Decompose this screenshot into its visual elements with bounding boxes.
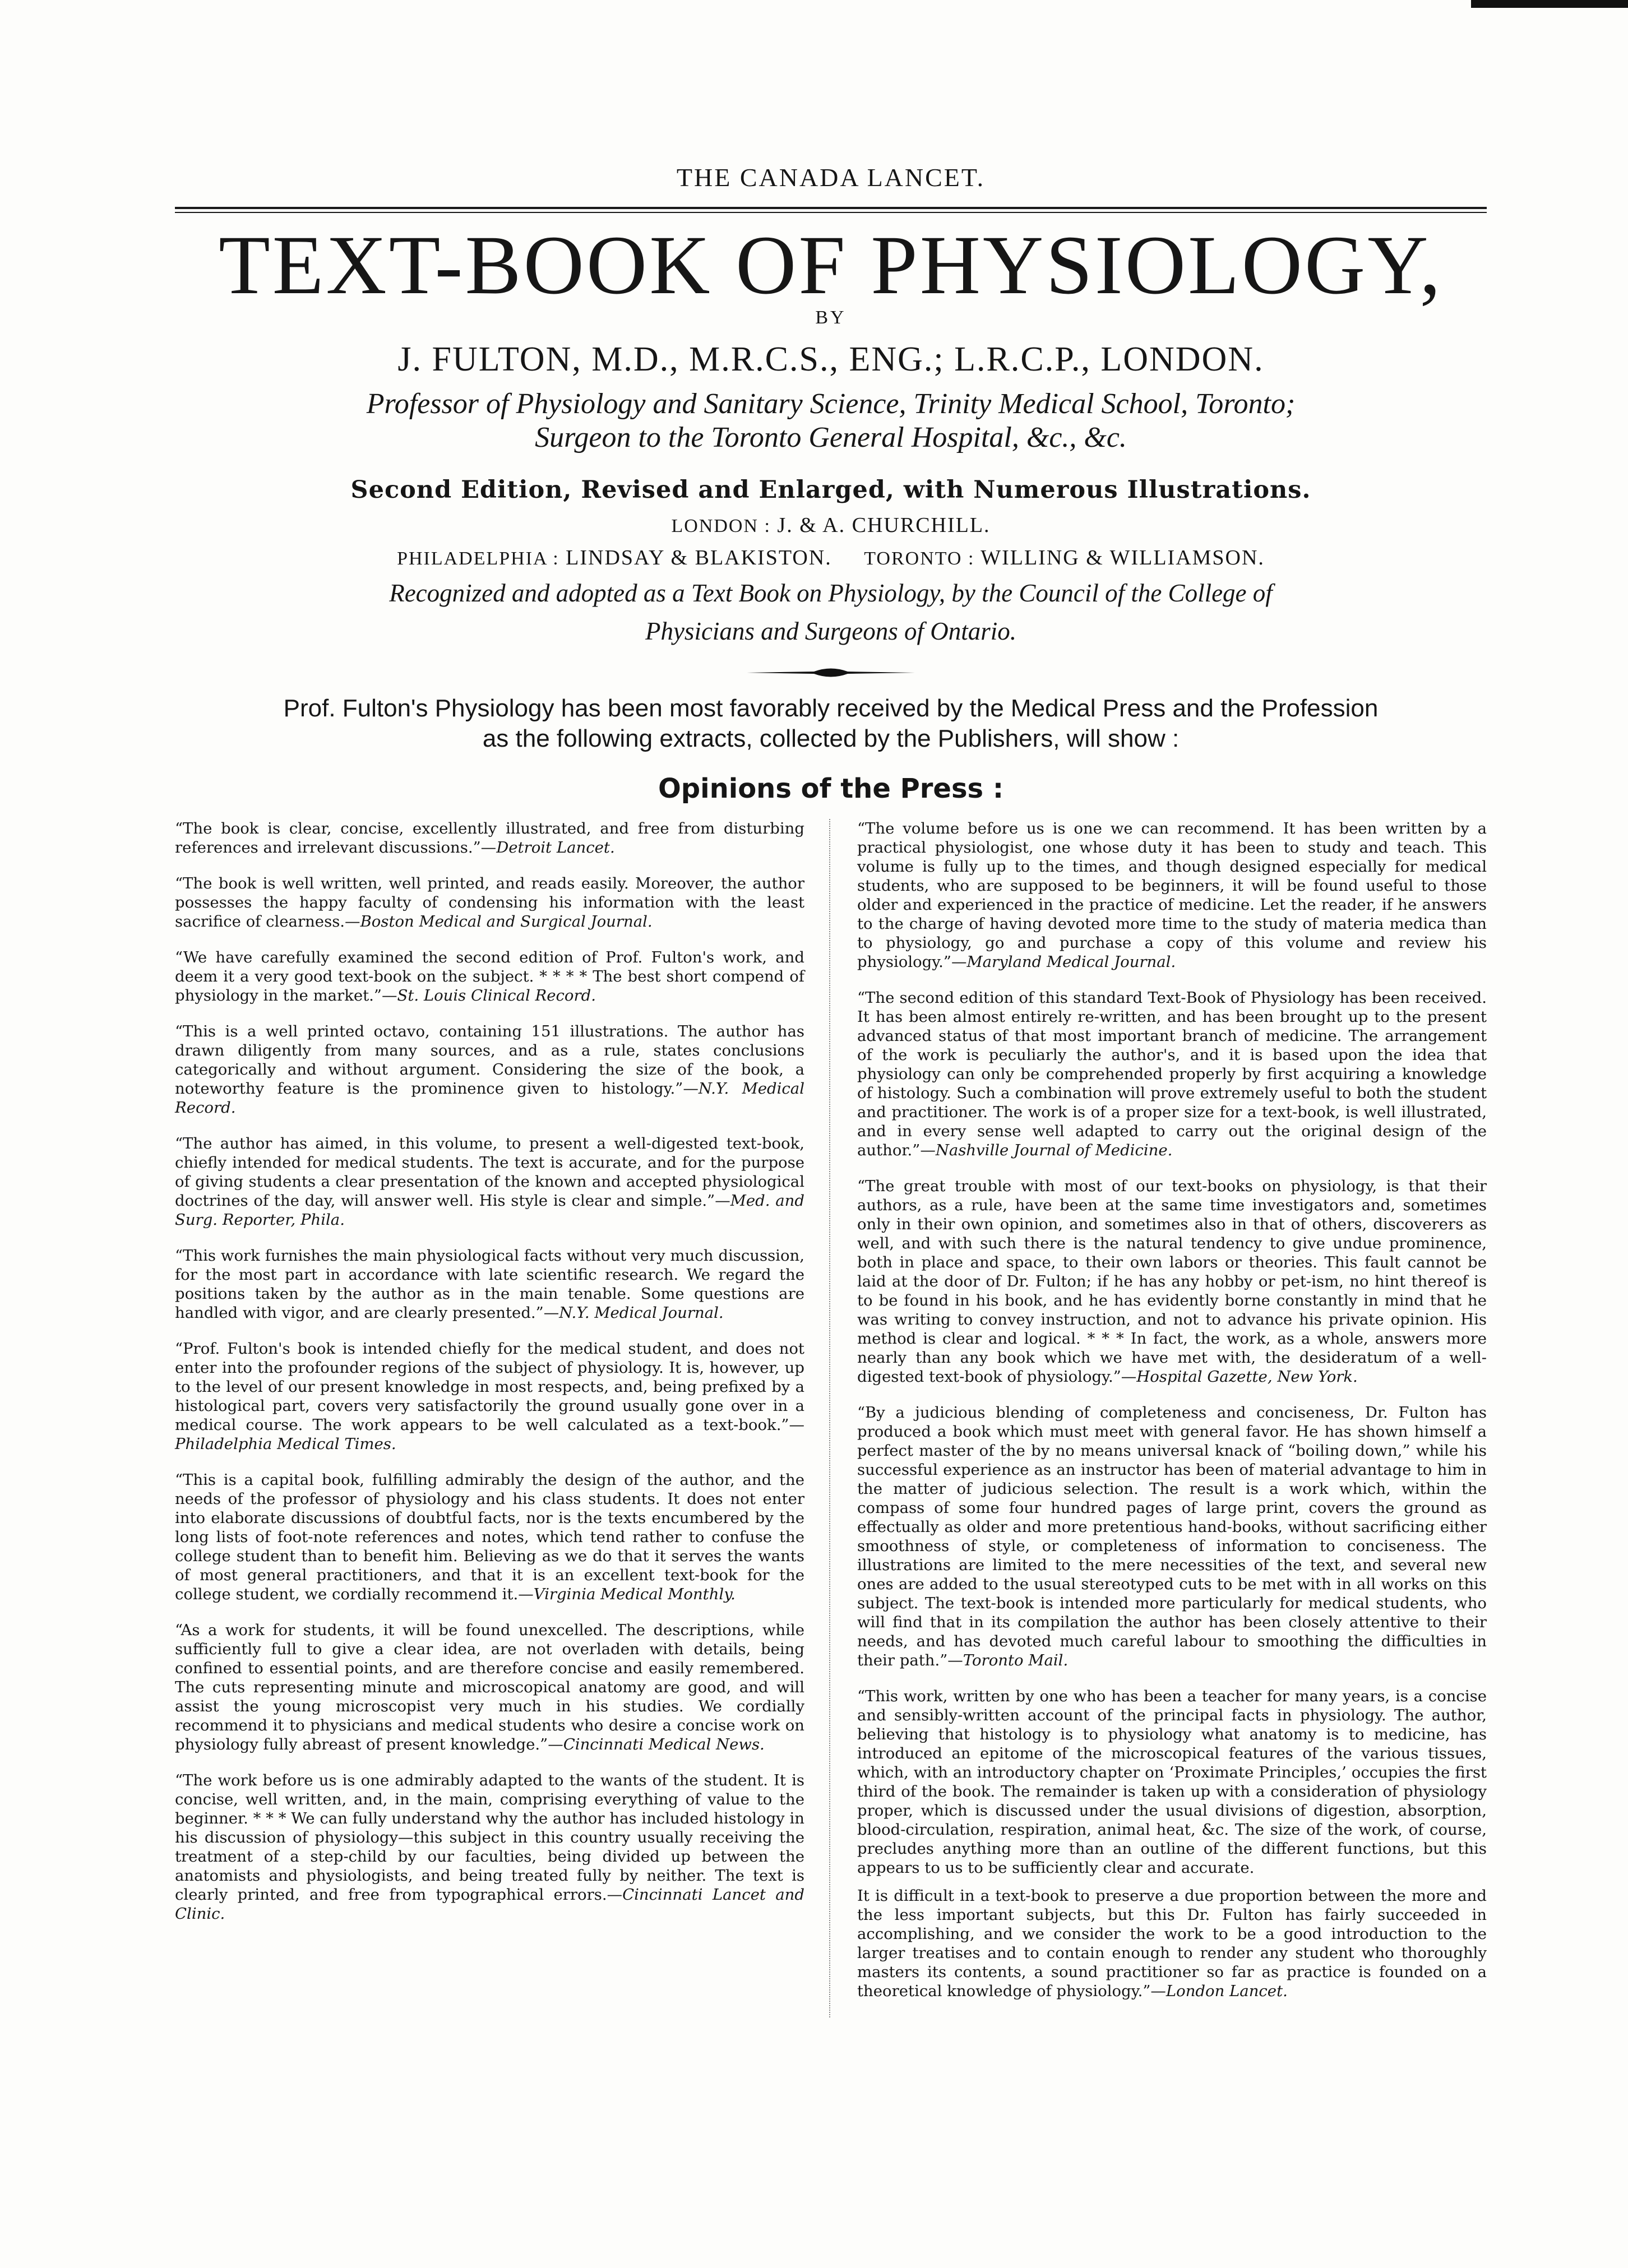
press-quote — [857, 1687, 1487, 1877]
quote-source: Detroit Lancet. — [496, 839, 615, 857]
press-quote — [175, 1134, 804, 1229]
publisher-toronto-name: WILLING & WILLIAMSON. — [980, 546, 1265, 570]
press-quote — [857, 988, 1487, 1160]
quote-text: “The work before us is one admirably adapted to the wants of the student. It is concise, well written, and, in the main, comprising everything of value to the beginner. * * * We can fully understand why the author has included histology in his discussion of physiology—this subject in this country usually receiving the treatment of a step-child by our faculties, being divided up between the anatomists and physiologists, and being treated fully by neither. The text is clearly printed, and free from typographical errors.— — [175, 1771, 804, 1904]
recognition-line: Recognized and adopted as a Text Book on Physiology, by the Council of the College of — [389, 579, 1273, 607]
intro-line-1: Prof. Fulton's Physiology has been most favorably received by the Medical Press and the Profession — [283, 695, 1379, 722]
quote-source: Med. and Surg. Reporter, Phila. — [175, 1192, 804, 1229]
header-double-rule — [175, 207, 1487, 213]
publisher-london — [175, 513, 1487, 538]
press-quote — [175, 948, 804, 1005]
publisher-toronto-label: TORONTO : — [864, 548, 975, 569]
press-quote — [857, 819, 1487, 971]
page — [175, 163, 1487, 2017]
quote-source: Nashville Journal of Medicine. — [935, 1141, 1173, 1159]
quote-source: London Lancet. — [1166, 1982, 1288, 2000]
press-quote — [857, 1177, 1487, 1386]
edition-line: Second Edition, Revised and Enlarged, with Numerous Illustrations. — [350, 476, 1311, 504]
quote-text: “The second edition of this standard Text-Book of Physiology has been received. It has been almost entirely re-written, and has been brought up to the present advanced status of that most important branch of medicine. The arrangement of the work is peculiarly the author's, and it is based upon the idea that physiology can only be comprehended properly by first acquiring a knowledge of histology. Such a combination will prove extremely useful to both the student and practitioner. The work is of a proper size for a text-book, is well illustrated, and in every sense well adapted to carry out the original design of the author.”— — [857, 989, 1487, 1159]
press-quote — [175, 1022, 804, 1117]
quote-source: Virginia Medical Monthly. — [533, 1585, 736, 1603]
quote-text: “We have carefully examined the second edition of Prof. Fulton's work, and deem it a very good text-book on the subject. * * * * The best short compend of physiology in the market.”— — [175, 948, 804, 1005]
recognition-line-2: Physicians and Surgeons of Ontario. — [645, 617, 1017, 645]
press-columns — [175, 819, 1487, 2017]
quote-text: “The great trouble with most of our text-books on physiology, is that their authors, as a rule, have been at the same time investigators and, sometimes only in their own opinion, and sometimes also in that of others, discoverers as well, and with such there is the natural tendency to give undue prominence, both in place and space, to their own labors or theories. This fault cannot be laid at the door of Dr. Fulton; if he has any hobby or pet-ism, no hint thereof is to be found in his book, and he has evidently borne constantly in mind that he was writing to convey instruction, and not to advance his private opinion. His method is clear and logical. * * * In fact, the work, as a whole, answers more nearly than any book which we have met with, the desideratum of a well-digested text-book of physiology.”— — [857, 1177, 1487, 1386]
publisher-america — [175, 545, 1487, 570]
book-title: TEXT-BOOK OF PHYSIOLOGY, — [219, 219, 1443, 312]
press-quote — [857, 1886, 1487, 2001]
column-divider — [829, 819, 830, 2017]
right-column — [857, 819, 1487, 2017]
ornament-rule — [747, 665, 915, 680]
publisher-london-name: J. & A. CHURCHILL. — [777, 513, 991, 537]
intro-paragraph — [175, 693, 1487, 754]
publisher-london-label: LONDON : — [671, 516, 771, 536]
publisher-phila-label: PHILADELPHIA : — [397, 548, 559, 569]
quote-text: “The book is clear, concise, excellently illustrated, and free from disturbing references and irrelevant discussions.”— — [175, 820, 804, 857]
quote-text: “This work furnishes the main physiological facts without very much discussion, for the most part in accordance with late scientific research. We regard the positions taken by the author as in the main tenable. Some questions are handled with vigor, and are clearly presented.”— — [175, 1247, 804, 1322]
quote-source: Philadelphia Medical Times. — [175, 1435, 396, 1453]
corner-rule — [1471, 0, 1628, 8]
press-quote — [175, 1339, 804, 1454]
quote-source: Cincinnati Medical News. — [563, 1735, 765, 1753]
quote-text: “The volume before us is one we can recommend. It has been written by a practical physiologist, one whose duty it has been to study and teach. This volume is fully up to the times, and though designed especially for medical students, who are supposed to be beginners, it will be found useful to those older and experienced in the practice of medicine. Let the reader, if he answers to the charge of having devoted more time to the study of materia medica than to physiology, go and purchase a copy of this volume and review his physiology.”— — [857, 820, 1487, 971]
quote-source: Cincinnati Lancet and Clinic. — [175, 1886, 804, 1923]
press-heading: Opinions of the Press : — [658, 773, 1004, 804]
quote-text: It is difficult in a text-book to preserve a due proportion between the more and the less important subjects, but this Dr. Fulton has fairly succeeded in accomplishing, and we consider the work to be a good introduction to the larger treatises and to contain enough to render any student who thoroughly masters its contents, a sound practitioner so far as practice is founded on a theoretical knowledge of physiology.”— — [857, 1887, 1487, 2000]
quote-source: Hospital Gazette, New York. — [1136, 1368, 1358, 1386]
press-quote — [175, 819, 804, 857]
press-quote — [175, 1470, 804, 1604]
quote-source: Boston Medical and Surgical Journal. — [360, 913, 653, 931]
quote-source: N.Y. Medical Record. — [175, 1080, 804, 1117]
quote-text: “This is a capital book, fulfilling admirably the design of the author, and the needs of the professor of physiology and his class students. It does not enter into elaborate discussions of doubtful facts, nor is the texts encumbered by the long lists of foot-note references and notes, which tend rather to confuse the college student than to benefit him. Believing as we do that it serves the wants of most general practitioners, and that it is an excellent text-book for the college student, we cordially recommend it.— — [175, 1471, 804, 1603]
quote-text: “The book is well written, well printed, and reads easily. Moreover, the author possesses the happy faculty of condensing his information with the least sacrifice of clearness.— — [175, 874, 804, 931]
quote-source: Toronto Mail. — [963, 1651, 1069, 1669]
author-name: J. FULTON, M.D., M.R.C.S., ENG.; L.R.C.P., LONDON. — [397, 340, 1264, 378]
quote-text: “This is a well printed octavo, containing 151 illustrations. The author has drawn diligently from many sources, and as a rule, states conclusions categorically and without argument. Considering the size of the book, a noteworthy feature is the prominence given to histology.”— — [175, 1022, 804, 1098]
author-position-line: Surgeon to the Toronto General Hospital, &c., &c. — [535, 422, 1127, 453]
quote-source: St. Louis Clinical Record. — [397, 987, 596, 1005]
quote-source: Maryland Medical Journal. — [966, 953, 1176, 971]
quote-source: N.Y. Medical Journal. — [559, 1304, 724, 1322]
quote-text: “The author has aimed, in this volume, to present a well-digested text-book, chiefly intended for medical students. The text is accurate, and for the purpose of giving students a clear presentation of the known and accepted physiological doctrines of the day, will answer well. His style is clear and simple.”— — [175, 1135, 804, 1210]
quote-text: “By a judicious blending of completeness and conciseness, Dr. Fulton has produced a book which must meet with general favor. He has shown himself a perfect master of the by no means universal knack of “boiling down,” while his successful experience as an instructor has been of material advantage to him in the matter of judicious selection. The result is a work which, within the compass of some four hundred pages of large print, covers the ground as effectually as older and more pretentious hand-books, without sacrificing either smoothness of style, or completeness of information to conciseness. The illustrations are limited to the mere necessities of the text, and several new ones are added to the usual stereotyped cuts to be met with in all works on this subject. The text-book is intended more particularly for medical students, who will find that in its compilation the author has been closely attentive to their needs, and has devoted much careful labour to smoothing the difficulties in their path.”— — [857, 1404, 1487, 1669]
publisher-phila-name: LINDSAY & BLAKISTON. — [566, 546, 832, 570]
by-line: BY — [815, 307, 847, 328]
left-column — [175, 819, 804, 2017]
running-head: THE CANADA LANCET. — [676, 163, 986, 192]
quote-text: “This work, written by one who has been a teacher for many years, is a concise and sensibly-written account of the principal facts in physiology. The author, believing that histology is to physiology what anatomy is to medicine, has introduced an epitome of the microscopical features of the various tissues, which, with an introductory chapter on ‘Proximate Principles,’ occupies the first third of the book. The remainder is taken up with a consideration of physiology proper, which is discussed under the usual divisions of digestion, absorption, blood-circulation, respiration, animal heat, &c. The size of the work, of course, precludes anything more than an outline of the different functions, but this appears to us to be sufficiently clear and accurate. — [857, 1687, 1487, 1877]
press-quote — [175, 1621, 804, 1754]
press-quote — [857, 1403, 1487, 1670]
quote-text: “Prof. Fulton's book is intended chiefly for the medical student, and does not enter into the profounder regions of the subject of physiology. It is, however, up to the level of our present knowledge in most respects, and, being prefixed by a histological part, covers very satisfactorily the ground usually gone over in a medical course. The work appears to be well calculated as a text-book.”— — [175, 1340, 804, 1434]
press-quote — [175, 1246, 804, 1322]
quote-text: “As a work for students, it will be found unexcelled. The descriptions, while sufficiently full to give a clear idea, are not overladen with details, being confined to essential points, and are therefore concise and easily remembered. The cuts representing minute and microscopical anatomy are good, and will assist the young microscopist very much in his studies. We cordially recommend it to physicians and medical students who desire a concise work on physiology fully abreast of present knowledge.”— — [175, 1621, 804, 1753]
press-quote — [175, 874, 804, 931]
intro-line-2: as the following extracts, collected by the Publishers, will show : — [482, 725, 1180, 752]
press-quote — [175, 1771, 804, 1923]
author-title-line: Professor of Physiology and Sanitary Science, Trinity Medical School, Toronto; — [366, 388, 1296, 420]
